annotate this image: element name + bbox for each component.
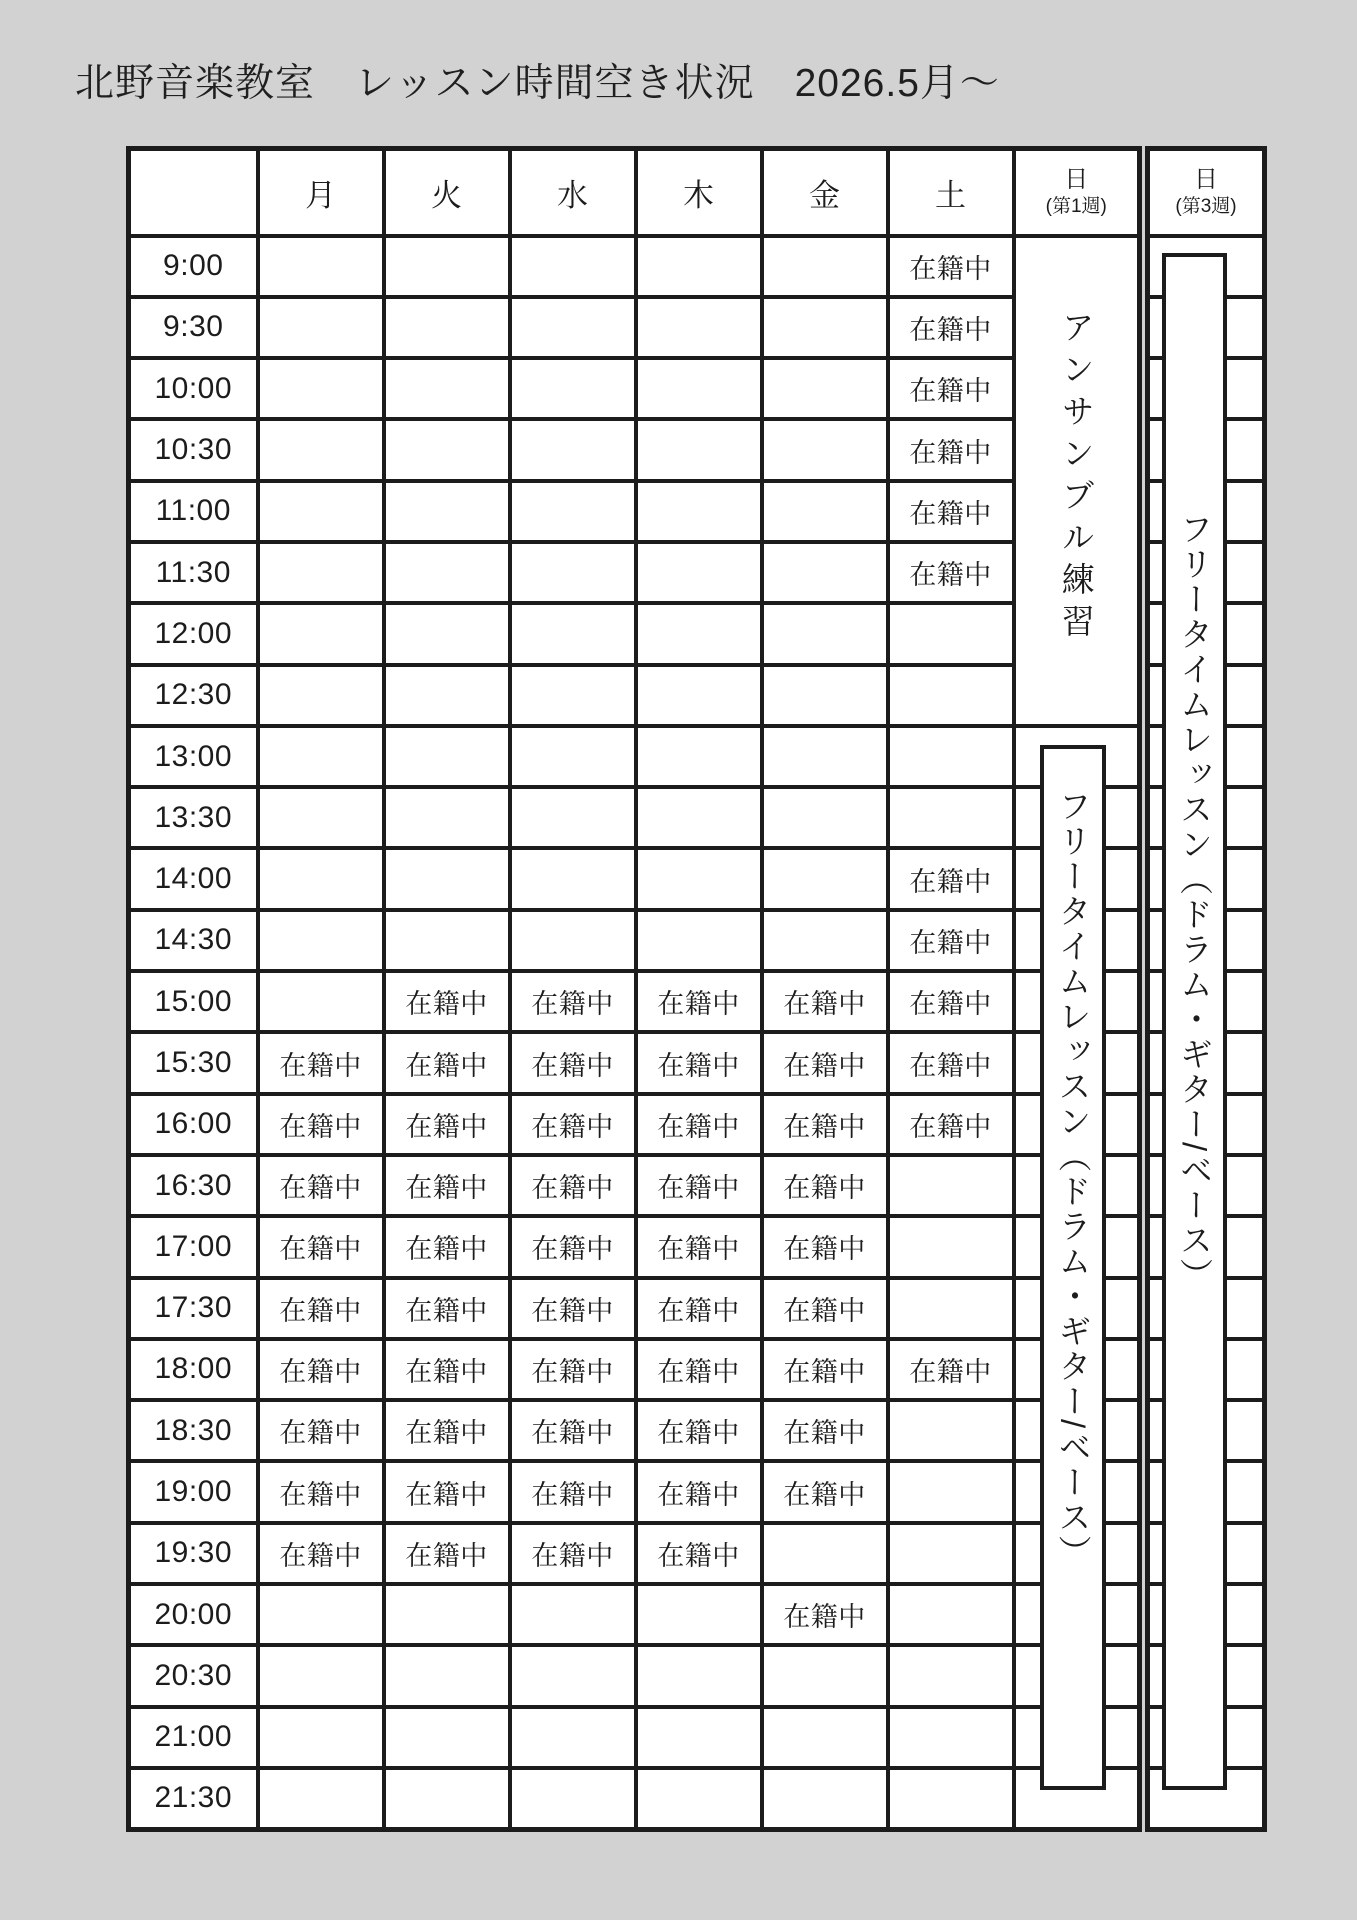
slot-土-13:30 [888,787,1014,848]
time-label-14:00: 14:00 [129,848,258,909]
slot-土-10:30: 在籍中 [888,419,1014,480]
slot-火-16:30: 在籍中 [384,1155,510,1216]
slot-木-14:30 [636,910,762,971]
sunday-week3-header-row [1148,149,1265,236]
slot-月-11:00 [258,481,384,542]
slot-木-20:00 [636,1584,762,1645]
slot-月-20:30 [258,1645,384,1706]
slot-木-17:30: 在籍中 [636,1278,762,1339]
slot-月-15:30: 在籍中 [258,1032,384,1093]
slot-火-10:00 [384,358,510,419]
slot-土-19:30 [888,1523,1014,1584]
slot-火-12:30 [384,665,510,726]
slot-水-19:30: 在籍中 [510,1523,636,1584]
time-label-15:00: 15:00 [129,971,258,1032]
time-label-11:30: 11:30 [129,542,258,603]
slot-月-19:00: 在籍中 [258,1461,384,1522]
ensemble-merged-cell [1014,236,1140,726]
slot-月-16:00: 在籍中 [258,1094,384,1155]
slot-土-18:00: 在籍中 [888,1339,1014,1400]
slot-金-21:00 [762,1707,888,1768]
slot-火-21:30 [384,1768,510,1829]
slot-月-17:00: 在籍中 [258,1216,384,1277]
slot-土-20:30 [888,1645,1014,1706]
slot-木-19:00: 在籍中 [636,1461,762,1522]
slot-火-9:30 [384,297,510,358]
slot-土-15:00: 在籍中 [888,971,1014,1032]
slot-土-9:30: 在籍中 [888,297,1014,358]
slot-土-13:00 [888,726,1014,787]
time-label-20:00: 20:00 [129,1584,258,1645]
day-header-火: 火 [384,149,510,236]
slot-金-19:30 [762,1523,888,1584]
main-table-body [129,236,1140,1830]
slot-月-12:00 [258,603,384,664]
slot-水-20:00 [510,1584,636,1645]
day-header-土: 土 [888,149,1014,236]
table-row-21:00 [129,1707,1140,1768]
slot-水-12:00 [510,603,636,664]
slot-金-15:00: 在籍中 [762,971,888,1032]
time-label-15:30: 15:30 [129,1032,258,1093]
slot-金-17:30: 在籍中 [762,1278,888,1339]
time-label-9:00: 9:00 [129,236,258,297]
corner-cell [129,149,258,236]
table-row-9:30 [129,297,1140,358]
slot-木-11:30 [636,542,762,603]
slot-月-9:00 [258,236,384,297]
sunday-week1-day-label: 日 [1064,166,1089,194]
sunday-week3-freetime-label: フリータイムレッスン（ドラム・ギター/ベース） [1176,512,1213,1294]
slot-木-12:00 [636,603,762,664]
slot-木-13:30 [636,787,762,848]
slot-月-18:00: 在籍中 [258,1339,384,1400]
time-label-19:30: 19:30 [129,1523,258,1584]
slot-木-13:00 [636,726,762,787]
table-row-10:00 [129,358,1140,419]
slot-金-19:00: 在籍中 [762,1461,888,1522]
slot-月-10:30 [258,419,384,480]
sunday-week1-header-cell [1014,149,1140,236]
slot-金-10:00 [762,358,888,419]
slot-土-20:00 [888,1584,1014,1645]
slot-火-20:30 [384,1645,510,1706]
time-label-9:30: 9:30 [129,297,258,358]
slot-水-17:30: 在籍中 [510,1278,636,1339]
slot-火-12:00 [384,603,510,664]
slot-火-13:00 [384,726,510,787]
table-row-17:00 [129,1216,1140,1277]
slot-木-10:30 [636,419,762,480]
slot-土-17:30 [888,1278,1014,1339]
slot-火-17:00: 在籍中 [384,1216,510,1277]
slot-金-9:30 [762,297,888,358]
table-row-14:00 [129,848,1140,909]
slot-金-12:00 [762,603,888,664]
sunday-week1-week-label: (第1週) [1045,196,1107,218]
slot-土-12:30 [888,665,1014,726]
slot-木-17:00: 在籍中 [636,1216,762,1277]
slot-月-13:30 [258,787,384,848]
slot-水-16:00: 在籍中 [510,1094,636,1155]
slot-月-16:30: 在籍中 [258,1155,384,1216]
slot-火-19:00: 在籍中 [384,1461,510,1522]
slot-金-14:00 [762,848,888,909]
time-label-14:30: 14:30 [129,910,258,971]
slot-木-14:00 [636,848,762,909]
time-label-18:30: 18:30 [129,1400,258,1461]
table-row-13:00 [129,726,1140,787]
slot-月-21:30 [258,1768,384,1829]
slot-火-17:30: 在籍中 [384,1278,510,1339]
table-row-18:30 [129,1400,1140,1461]
slot-月-11:30 [258,542,384,603]
slot-木-16:00: 在籍中 [636,1094,762,1155]
time-label-10:00: 10:00 [129,358,258,419]
slot-土-21:30 [888,1768,1014,1829]
slot-木-21:30 [636,1768,762,1829]
slot-火-11:00 [384,481,510,542]
time-label-19:00: 19:00 [129,1461,258,1522]
table-row-17:30 [129,1278,1140,1339]
slot-土-9:00: 在籍中 [888,236,1014,297]
table-row-9:00 [129,236,1140,297]
slot-金-11:30 [762,542,888,603]
slot-水-13:30 [510,787,636,848]
slot-火-14:30 [384,910,510,971]
slot-土-17:00 [888,1216,1014,1277]
slot-水-21:00 [510,1707,636,1768]
slot-土-18:30 [888,1400,1014,1461]
time-label-21:30: 21:30 [129,1768,258,1829]
slot-水-19:00: 在籍中 [510,1461,636,1522]
slot-水-14:00 [510,848,636,909]
main-schedule-table [126,146,1142,1832]
slot-水-9:30 [510,297,636,358]
slot-水-18:30: 在籍中 [510,1400,636,1461]
slot-火-18:00: 在籍中 [384,1339,510,1400]
table-row-20:00 [129,1584,1140,1645]
slot-土-14:00: 在籍中 [888,848,1014,909]
slot-金-9:00 [762,236,888,297]
slot-木-15:00: 在籍中 [636,971,762,1032]
time-label-12:00: 12:00 [129,603,258,664]
slot-土-16:30 [888,1155,1014,1216]
table-row-14:30 [129,910,1140,971]
time-label-16:00: 16:00 [129,1094,258,1155]
slot-木-20:30 [636,1645,762,1706]
slot-土-12:00 [888,603,1014,664]
slot-月-21:00 [258,1707,384,1768]
slot-土-10:00: 在籍中 [888,358,1014,419]
slot-水-12:30 [510,665,636,726]
slot-水-16:30: 在籍中 [510,1155,636,1216]
slot-木-16:30: 在籍中 [636,1155,762,1216]
table-row-10:30 [129,419,1140,480]
slot-木-18:30: 在籍中 [636,1400,762,1461]
table-row-11:30 [129,542,1140,603]
slot-月-20:00 [258,1584,384,1645]
table-row-19:00 [129,1461,1140,1522]
sunday-week1-freetime-label: フリータイムレッスン（ドラム・ギター/ベース） [1054,789,1092,1571]
slot-月-14:00 [258,848,384,909]
slot-木-9:00 [636,236,762,297]
table-row-20:30 [129,1645,1140,1706]
slot-水-21:30 [510,1768,636,1829]
slot-木-19:30: 在籍中 [636,1523,762,1584]
sunday-week3-header-cell [1148,149,1265,236]
slot-水-11:00 [510,481,636,542]
slot-火-13:30 [384,787,510,848]
slot-金-13:30 [762,787,888,848]
slot-木-10:00 [636,358,762,419]
slot-金-16:00: 在籍中 [762,1094,888,1155]
slot-金-16:30: 在籍中 [762,1155,888,1216]
table-row-11:00 [129,481,1140,542]
day-header-木: 木 [636,149,762,236]
slot-火-9:00 [384,236,510,297]
time-label-21:00: 21:00 [129,1707,258,1768]
slot-水-15:30: 在籍中 [510,1032,636,1093]
time-label-18:00: 18:00 [129,1339,258,1400]
slot-火-20:00 [384,1584,510,1645]
time-label-13:00: 13:00 [129,726,258,787]
table-row-13:30 [129,787,1140,848]
table-row-15:00 [129,971,1140,1032]
slot-水-11:30 [510,542,636,603]
slot-水-14:30 [510,910,636,971]
slot-木-15:30: 在籍中 [636,1032,762,1093]
slot-月-9:30 [258,297,384,358]
day-header-水: 水 [510,149,636,236]
slot-月-17:30: 在籍中 [258,1278,384,1339]
time-label-17:30: 17:30 [129,1278,258,1339]
slot-水-10:00 [510,358,636,419]
slot-土-11:00: 在籍中 [888,481,1014,542]
table-row-16:30 [129,1155,1140,1216]
time-label-20:30: 20:30 [129,1645,258,1706]
slot-水-9:00 [510,236,636,297]
slot-木-9:30 [636,297,762,358]
sunday-week3-week-label: (第3週) [1175,196,1237,218]
slot-火-11:30 [384,542,510,603]
time-label-10:30: 10:30 [129,419,258,480]
slot-月-12:30 [258,665,384,726]
time-label-13:30: 13:30 [129,787,258,848]
slot-木-21:00 [636,1707,762,1768]
day-header-金: 金 [762,149,888,236]
slot-土-14:30: 在籍中 [888,910,1014,971]
slot-火-21:00 [384,1707,510,1768]
slot-土-19:00 [888,1461,1014,1522]
sunday-week3-day-label: 日 [1194,166,1218,194]
slot-木-11:00 [636,481,762,542]
slot-土-21:00 [888,1707,1014,1768]
sunday-week1-freetime-box [1040,745,1106,1790]
sunday-week3-freetime-box [1162,253,1227,1790]
table-row-21:30 [129,1768,1140,1829]
slot-金-17:00: 在籍中 [762,1216,888,1277]
page-title: 北野音楽教室 レッスン時間空き状況 2026.5月～ [75,62,1000,105]
table-row-18:00 [129,1339,1140,1400]
slot-土-15:30: 在籍中 [888,1032,1014,1093]
slot-金-12:30 [762,665,888,726]
slot-水-15:00: 在籍中 [510,971,636,1032]
slot-月-10:00 [258,358,384,419]
main-table-header [129,149,1140,236]
slot-金-18:00: 在籍中 [762,1339,888,1400]
slot-水-13:00 [510,726,636,787]
table-row-12:00 [129,603,1140,664]
slot-木-18:00: 在籍中 [636,1339,762,1400]
slot-金-13:00 [762,726,888,787]
slot-金-20:00: 在籍中 [762,1584,888,1645]
slot-火-19:30: 在籍中 [384,1523,510,1584]
sunday-week3-header [1148,149,1265,236]
slot-月-13:00 [258,726,384,787]
slot-金-18:30: 在籍中 [762,1400,888,1461]
slot-木-12:30 [636,665,762,726]
slot-火-16:00: 在籍中 [384,1094,510,1155]
slot-火-10:30 [384,419,510,480]
slot-火-18:30: 在籍中 [384,1400,510,1461]
slot-金-15:30: 在籍中 [762,1032,888,1093]
slot-金-21:30 [762,1768,888,1829]
slot-月-14:30 [258,910,384,971]
slot-水-10:30 [510,419,636,480]
table-row-15:30 [129,1032,1140,1093]
time-label-16:30: 16:30 [129,1155,258,1216]
time-label-17:00: 17:00 [129,1216,258,1277]
slot-月-18:30: 在籍中 [258,1400,384,1461]
slot-金-14:30 [762,910,888,971]
slot-水-18:00: 在籍中 [510,1339,636,1400]
slot-金-20:30 [762,1645,888,1706]
slot-火-15:00: 在籍中 [384,971,510,1032]
time-label-12:30: 12:30 [129,665,258,726]
slot-火-15:30: 在籍中 [384,1032,510,1093]
table-row-16:00 [129,1094,1140,1155]
slot-火-14:00 [384,848,510,909]
header-row [129,149,1140,236]
slot-水-17:00: 在籍中 [510,1216,636,1277]
table-row-19:30 [129,1523,1140,1584]
day-header-月: 月 [258,149,384,236]
table-row-12:30 [129,665,1140,726]
slot-土-11:30: 在籍中 [888,542,1014,603]
slot-金-10:30 [762,419,888,480]
slot-土-16:00: 在籍中 [888,1094,1014,1155]
time-label-11:00: 11:00 [129,481,258,542]
slot-金-11:00 [762,481,888,542]
slot-月-15:00 [258,971,384,1032]
ensemble-label: アンサンブル練習 [1057,310,1095,647]
slot-月-19:30: 在籍中 [258,1523,384,1584]
slot-水-20:30 [510,1645,636,1706]
